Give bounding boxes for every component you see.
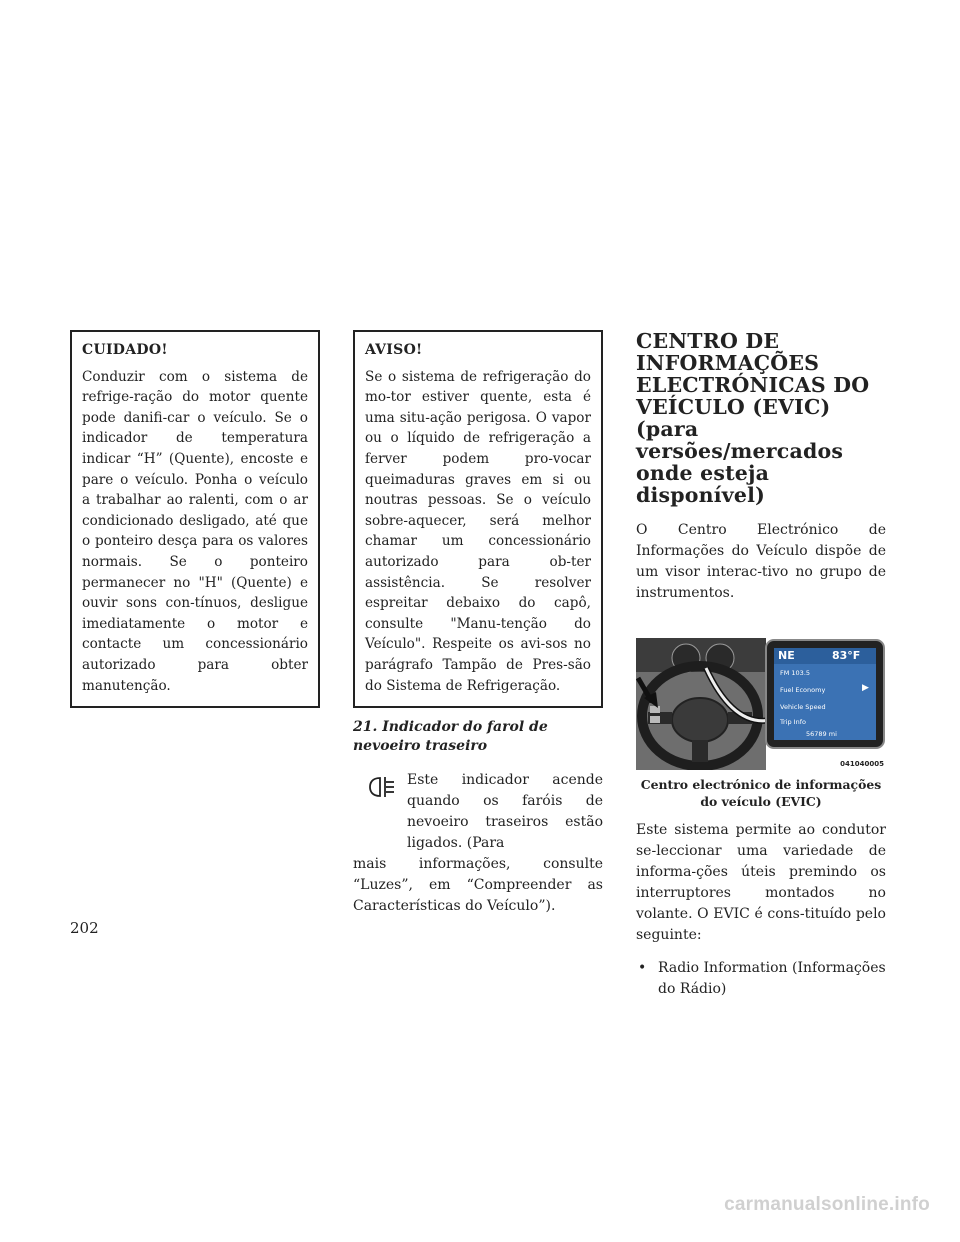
evic-screen-heading: NE <box>778 649 795 662</box>
warning-title: AVISO! <box>365 342 423 358</box>
section-21-body <box>353 770 603 917</box>
section-21-title: 21. Indicador do farol de nevoeiro traseiro <box>353 719 548 755</box>
warning-text: Se o sistema de refrigeração do mo-tor estiver quente, esta é uma situ-ação perigosa. O vapor ou o líquido de refrigeração a ferver podem pro-vocar queimaduras graves em si ou noutras pessoas. Se o veículo sobre-aquecer, será melhor chamar um concessionário autorizado para ob-ter assistência. Se resolver espreitar debaixo do capô, consulte "Manu-tenção do Veículo". Respeite os avi-sos no parágrafo Tampão de Pres-são do Sistema de Refrigeração. <box>365 368 591 694</box>
figure-code: 041040005 <box>840 760 884 768</box>
bullet-icon: • <box>638 960 647 976</box>
section-21-text-continued: mais informações, consulte “Luzes”, em “Compreender as Características do Veículo”). <box>353 856 603 915</box>
evic-body: Este sistema permite ao condutor se-leccionar uma variedade de informa-ções úteis premindo os interruptores montados no volante. O EVIC é cons-tituído pelo seguinte: <box>636 822 886 943</box>
section-21-text-indented: Este indicador acende quando os faróis de nevoeiro traseiros estão ligados. (Para <box>407 772 603 852</box>
watermark: carmanualsonline.info <box>724 1194 930 1215</box>
page-number: 202 <box>70 919 99 937</box>
left-column <box>70 330 320 708</box>
list-item <box>636 958 886 1000</box>
evic-menu-item-trip: Trip Info <box>780 718 806 726</box>
warning-box <box>353 330 603 708</box>
rear-fog-lamp-icon <box>367 774 397 800</box>
list-item-text: Radio Information (Informações do Rádio) <box>658 960 886 997</box>
evic-menu-item-speed: Vehicle Speed <box>780 703 826 711</box>
evic-screen-temp: 83°F <box>832 649 861 662</box>
evic-odometer: 56789 mi <box>806 730 837 738</box>
evic-title: CENTRO DE INFORMAÇÕES ELECTRÓNICAS DO VEÍCULO (EVIC) (para versões/mercados onde esteja disponível) <box>636 329 870 507</box>
evic-menu-item-radio: FM 103.5 <box>780 669 811 677</box>
evic-intro: O Centro Electrónico de Informações do Veículo dispõe de um visor interac-tivo no grupo de instrumentos. <box>636 522 886 601</box>
evic-menu-arrow-icon: ▶ <box>862 683 869 693</box>
figure-caption: Centro electrónico de informações do veículo (EVIC) <box>640 777 882 809</box>
caution-title: CUIDADO! <box>82 342 168 358</box>
caution-text: Conduzir com o sistema de refrige-ração do motor quente pode danifi-car o veículo. Se o indicador de temperatura indicar “H” (Quente), encoste e pare o veículo. Ponha o veículo a trabalhar ao ralenti, com o ar condicionado desligado, até que o ponteiro desça para os valores normais. Se o ponteiro permanecer no "H" (Quente) e ouvir sons con-tínuos, desligue imediatamente o motor e contacte um concessionário autorizado para obter manutenção. <box>82 368 308 694</box>
evic-figure <box>636 638 886 770</box>
right-column <box>636 330 886 1000</box>
evic-menu-item-fuel: Fuel Economy <box>780 686 826 694</box>
caution-box <box>70 330 320 708</box>
middle-column <box>353 330 603 917</box>
